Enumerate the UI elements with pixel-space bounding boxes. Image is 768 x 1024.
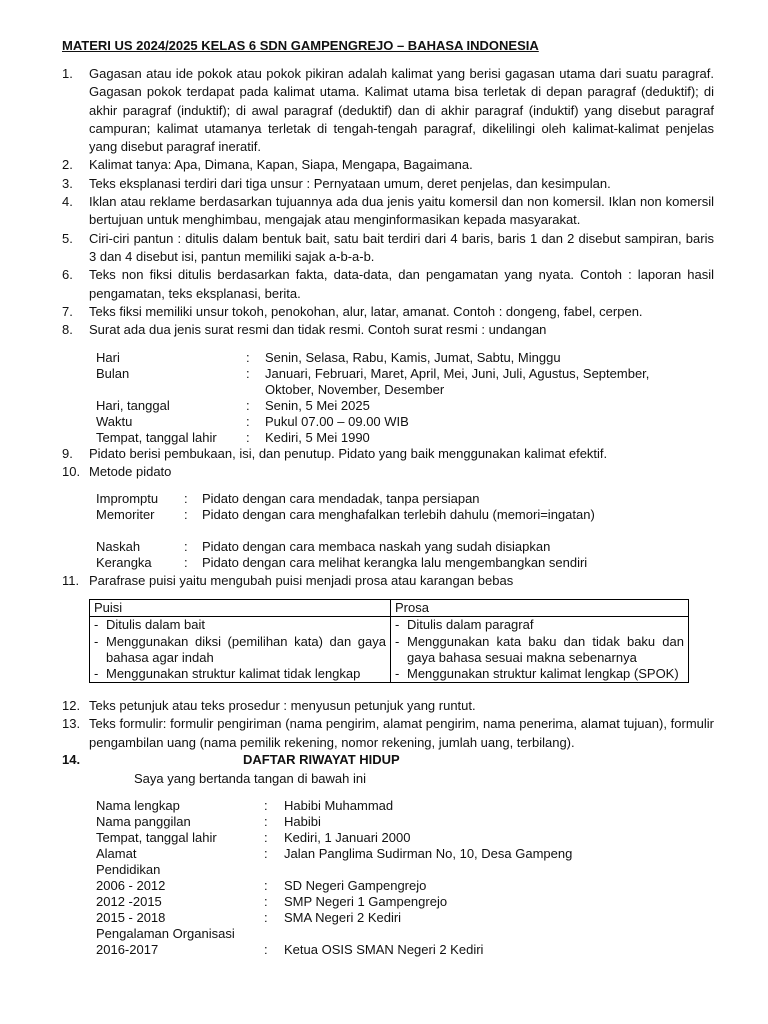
metode-pidato	[96, 491, 616, 571]
kv-row: Hari, tanggal : Senin, 5 Mei 2025	[96, 398, 370, 413]
kv-row: Tempat, tanggal lahir : Kediri, 1 Januari 2000	[96, 830, 411, 845]
prosa-point: - Ditulis dalam paragraf	[395, 617, 534, 633]
list-item: 5. Ciri-ciri pantun : ditulis dalam bentuk bait, satu bait terdiri dari 4 baris, baris 1 dan 2 disebut sampiran, baris 3 dan 4 disebut isi, pantun memiliki sajak a-b-a-b.	[62, 230, 714, 264]
table-header-row	[90, 600, 689, 617]
list-item-text: Teks formulir: formulir pengiriman (nama pengirim, alamat pengirim, nama penerima, alamat tujuan), formulir pengambilan uang (nama pemilik rekening, nomor rekening, jumlah uang, terbilang).	[89, 716, 714, 750]
prosa-point: - Menggunakan struktur kalimat lengkap (SPOK)	[395, 666, 679, 682]
list-item-text: Gagasan atau ide pokok atau pokok pikiran adalah kalimat yang berisi gagasan utama dari suatu paragraf. Gagasan pokok terdapat pada kalimat utama. Kalimat utama bisa terletak di depan paragraf (deduktif); di akhir paragraf (induktif); di awal paragraf (deduktif) dan di akhir paragraf (induktif) yang disebut paragraf campuran; kalimat utamanya terletak di tengah-tengah paragraf, dikelilingi oleh kalimat-kalimat penjelas yang disebut paragraf ineratif.	[89, 66, 714, 155]
kv-row: Hari : Senin, Selasa, Rabu, Kamis, Jumat, Sabtu, Minggu	[96, 350, 561, 365]
kv-row: Kerangka : Pidato dengan cara melihat kerangka lalu mengembangkan sendiri	[96, 555, 588, 570]
list-item-text: Parafrase puisi yaitu mengubah puisi menjadi prosa atau karangan bebas	[89, 573, 514, 588]
kv-row: Tempat, tanggal lahir : Kediri, 5 Mei 1990	[96, 430, 370, 445]
riwayat-intro: Saya yang bertanda tangan di bawah ini	[134, 771, 367, 786]
table-header-puisi: Puisi	[90, 600, 391, 617]
kv-row: 2015 - 2018 : SMA Negeri 2 Kediri	[96, 910, 402, 925]
kv-row: Pengalaman Organisasi	[96, 926, 235, 941]
list-item: 13. Teks formulir: formulir pengiriman (nama pengirim, alamat pengirim, nama penerima, alamat tujuan), formulir pengambilan uang (nama pemilik rekening, nomor rekening, jumlah uang, terbilang).	[62, 716, 714, 750]
table-header-prosa: Prosa	[391, 600, 689, 617]
puisi-point: - Ditulis dalam bait	[94, 617, 205, 633]
numbered-list-11	[62, 572, 714, 590]
puisi-point: - Menggunakan diksi (pemilihan kata) dan gaya bahasa agar indah	[94, 633, 386, 665]
list-item-text: Pidato berisi pembukaan, isi, dan penutup. Pidato yang baik menggunakan kalimat efektif.	[89, 446, 608, 461]
kv-row: 2016-2017 : Ketua OSIS SMAN Negeri 2 Kediri	[96, 942, 484, 957]
list-item-text: Teks non fiksi ditulis berdasarkan fakta, data-data, dan pengamatan yang nyata. Contoh : laporan hasil pengamatan, teks eksplanasi, berita.	[89, 267, 714, 301]
list-item: 12. Teks petunjuk atau teks prosedur : menyusun petunjuk yang runtut.	[62, 698, 476, 713]
list-item: 11. Parafrase puisi yaitu mengubah puisi menjadi prosa atau karangan bebas	[62, 573, 514, 588]
kv-row: Naskah : Pidato dengan cara membaca naskah yang sudah disiapkan	[96, 539, 551, 554]
list-item-text: Teks petunjuk atau teks prosedur : menyusun petunjuk yang runtut.	[89, 698, 476, 713]
riwayat-heading	[62, 752, 400, 767]
list-item-text: Teks fiksi memiliki unsur tokoh, penokohan, alur, latar, amanat. Contoh : dongeng, fabel, cerpen.	[89, 303, 643, 319]
numbered-list-1-8	[62, 65, 714, 339]
kv-row: Impromptu : Pidato dengan cara mendadak, tanpa persiapan	[96, 491, 480, 506]
list-item: 2. Kalimat tanya: Apa, Dimana, Kapan, Siapa, Mengapa, Bagaimana.	[62, 157, 473, 173]
list-item: 10. Metode pidato	[62, 464, 172, 480]
list-item-text: Iklan atau reklame berdasarkan tujuannya ada dua jenis yaitu komersil dan non komersil. Iklan non komersil bertujuan untuk menghimbau, mengajak atau menginformasikan kepada masyarakat.	[89, 194, 714, 228]
list-item-text: Surat ada dua jenis surat resmi dan tidak resmi. Contoh surat resmi : undangan	[89, 322, 547, 338]
list-item-number: 14.	[62, 752, 81, 767]
kv-row: 2012 -2015 : SMP Negeri 1 Gampengrejo	[96, 894, 448, 909]
list-item: 9. Pidato berisi pembukaan, isi, dan penutup. Pidato yang baik menggunakan kalimat efektif.	[62, 446, 608, 461]
riwayat-details	[96, 798, 656, 958]
numbered-list-12-13	[62, 697, 714, 752]
list-item-text: Ciri-ciri pantun : ditulis dalam bentuk bait, satu bait terdiri dari 4 baris, baris 1 dan 2 disebut sampiran, baris 3 dan 4 disebut isi, pantun memiliki sajak a-b-a-b.	[89, 230, 714, 264]
puisi-point: - Menggunakan struktur kalimat tidak lengkap	[94, 666, 361, 682]
kv-row: Nama panggilan : Habibi	[96, 814, 321, 829]
kv-row: Oktober, November, Desember	[265, 382, 445, 397]
list-item: 6. Teks non fiksi ditulis berdasarkan fakta, data-data, dan pengamatan yang nyata. Contoh : laporan hasil pengamatan, teks eksplanasi, berita.	[62, 267, 714, 301]
list-item: 7. Teks fiksi memiliki unsur tokoh, penokohan, alur, latar, amanat. Contoh : dongeng, fabel, cerpen.	[62, 303, 643, 319]
kv-row: Nama lengkap : Habibi Muhammad	[96, 798, 394, 813]
kv-row: Waktu : Pukul 07.00 – 09.00 WIB	[96, 414, 409, 429]
kv-row: 2006 - 2012 : SD Negeri Gampengrejo	[96, 878, 427, 893]
surat-details	[96, 350, 696, 446]
puisi-prosa-table	[89, 599, 689, 683]
prosa-cell	[391, 617, 689, 683]
numbered-list-9-10	[62, 445, 714, 482]
table-row	[90, 617, 689, 683]
page-title: MATERI US 2024/2025 KELAS 6 SDN GAMPENGREJO – BAHASA INDONESIA	[62, 38, 539, 53]
list-item: 3. Teks eksplanasi terdiri dari tiga unsur : Pernyataan umum, deret penjelas, dan kesimpulan.	[62, 175, 611, 191]
kv-row: Memoriter : Pidato dengan cara menghafalkan terlebih dahulu (memori=ingatan)	[96, 507, 595, 522]
list-item-text: Kalimat tanya: Apa, Dimana, Kapan, Siapa, Mengapa, Bagaimana.	[89, 157, 473, 173]
prosa-point: - Menggunakan kata baku dan tidak baku dan gaya bahasa sesuai makna sebenarnya	[395, 633, 684, 665]
puisi-cell	[90, 617, 391, 683]
kv-row: Alamat : Jalan Panglima Sudirman No, 10, Desa Gampeng	[96, 846, 573, 861]
list-item-text: Teks eksplanasi terdiri dari tiga unsur : Pernyataan umum, deret penjelas, dan kesimpulan.	[89, 175, 611, 191]
kv-row: Pendidikan	[96, 862, 161, 877]
list-item-text: Metode pidato	[89, 464, 172, 480]
riwayat-title: DAFTAR RIWAYAT HIDUP	[243, 752, 400, 767]
list-item: 4. Iklan atau reklame berdasarkan tujuannya ada dua jenis yaitu komersil dan non komersil. Iklan non komersil bertujuan untuk menghimbau, mengajak atau menginformasikan kepada masyarakat.	[62, 194, 714, 228]
list-item: 1. Gagasan atau ide pokok atau pokok pikiran adalah kalimat yang berisi gagasan utama dari suatu paragraf. Gagasan pokok terdapat pada kalimat utama. Kalimat utama bisa terletak di depan paragraf (deduktif); di akhir paragraf (induktif); di awal paragraf (deduktif) dan di akhir paragraf (induktif) yang disebut paragraf campuran; kalimat utamanya terletak di tengah-tengah paragraf, dikelilingi oleh kalimat-kalimat penjelas yang disebut paragraf ineratif.	[62, 66, 714, 155]
kv-row: Bulan : Januari, Februari, Maret, April, Mei, Juni, Juli, Agustus, September,	[96, 366, 650, 381]
list-item: 8. Surat ada dua jenis surat resmi dan tidak resmi. Contoh surat resmi : undangan	[62, 322, 547, 338]
